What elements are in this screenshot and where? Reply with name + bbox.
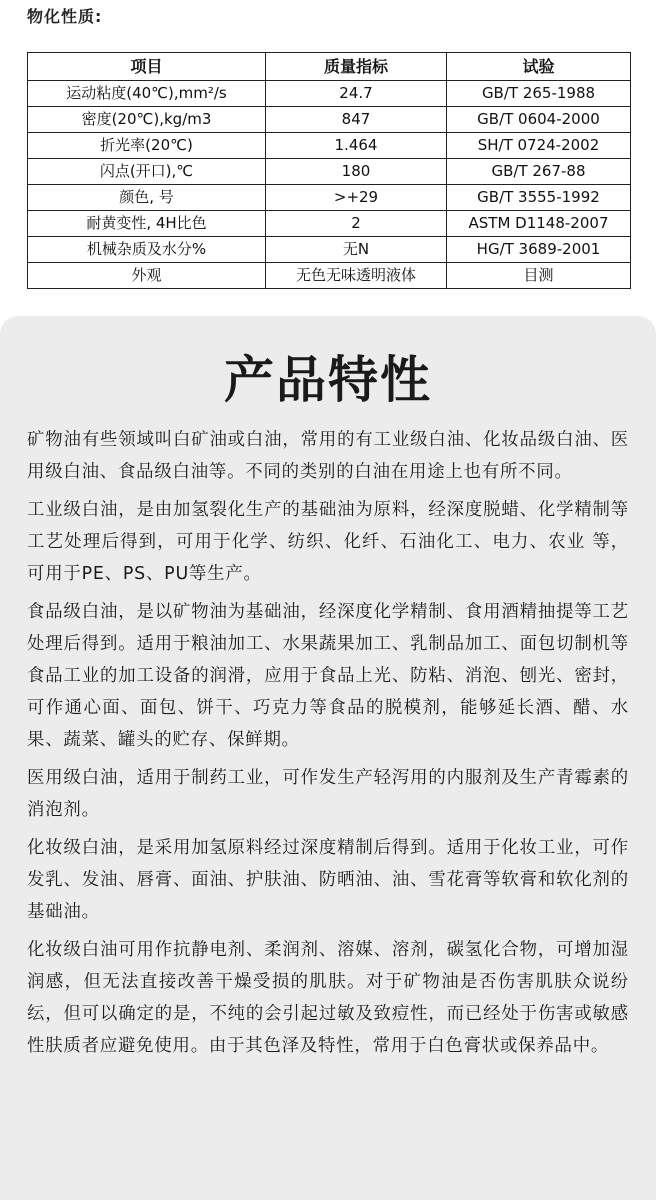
cell-spec: 2: [266, 211, 447, 237]
cell-test: ASTM D1148-2007: [447, 211, 631, 237]
cell-test: GB/T 265-1988: [447, 81, 631, 107]
cell-spec: >+29: [266, 185, 447, 211]
cell-test: GB/T 0604-2000: [447, 107, 631, 133]
cell-test: GB/T 267-88: [447, 159, 631, 185]
cell-test: 目测: [447, 263, 631, 289]
features-title: 产品特性: [224, 351, 432, 409]
features-body: [27, 424, 629, 1068]
cell-spec: 24.7: [266, 81, 447, 107]
specs-table: [27, 52, 631, 289]
table-row: [28, 185, 631, 211]
cell-spec: 847: [266, 107, 447, 133]
cell-item: 外观: [28, 263, 266, 289]
paragraph-mineral-oil-intro: 矿物油有些领域叫白矿油或白油，常用的有工业级白油、化妆品级白油、医用级白油、食品级白油等。不同的类别的白油在用途上也有所不同。: [27, 430, 629, 482]
column-header-spec: 质量指标: [266, 53, 447, 81]
cell-test: HG/T 3689-2001: [447, 237, 631, 263]
table-row: [28, 81, 631, 107]
table-row: [28, 237, 631, 263]
table-row: [28, 263, 631, 289]
cell-spec: 无色无味透明液体: [266, 263, 447, 289]
column-header-item: 项目: [28, 53, 266, 81]
table-header-row: [28, 53, 631, 81]
cell-test: GB/T 3555-1992: [447, 185, 631, 211]
cell-item: 耐黄变性, 4H比色: [28, 211, 266, 237]
paragraph-cosmetic-usage: 化妆级白油可用作抗静电剂、柔润剂、溶媒、溶剂，碳氢化合物，可增加湿润感，但无法直接改善干燥受损的肌肤。对于矿物油是否伤害肌肤众说纷纭，但可以确定的是，不纯的会引起过敏及致痘性，而已经处于伤害或敏感性肤质者应避免使用。由于其色泽及特性，常用于白色膏状或保养品中。: [27, 940, 629, 1056]
column-header-test: 试验: [447, 53, 631, 81]
cell-spec: 180: [266, 159, 447, 185]
cell-spec: 无N: [266, 237, 447, 263]
cell-item: 闪点(开口),℃: [28, 159, 266, 185]
cell-item: 机械杂质及水分%: [28, 237, 266, 263]
cell-spec: 1.464: [266, 133, 447, 159]
table-row: [28, 159, 631, 185]
cell-test: SH/T 0724-2002: [447, 133, 631, 159]
paragraph-food-grade: 食品级白油，是以矿物油为基础油，经深度化学精制、食用酒精抽提等工艺处理后得到。适用于粮油加工、水果蔬果加工、乳制品加工、面包切制机等食品工业的加工设备的润滑，应用于食品上光、防粘、消泡、刨光、密封，可作通心面、面包、饼干、巧克力等食品的脱模剂，能够延长酒、醋、水果、蔬菜、罐头的贮存、保鲜期。: [27, 602, 629, 750]
paragraph-industrial-grade: 工业级白油，是由加氢裂化生产的基础油为原料，经深度脱蜡、化学精制等工艺处理后得到，可用于化学、纺织、化纤、石油化工、电力、农业 等，可用于PE、PS、PU等生产。: [27, 500, 629, 584]
paragraph-cosmetic-grade: 化妆级白油，是采用加氢原料经过深度精制后得到。适用于化妆工业，可作发乳、发油、唇膏、面油、护肤油、防晒油、油、雪花膏等软膏和软化剂的基础油。: [27, 838, 629, 922]
cell-item: 密度(20℃),kg/m3: [28, 107, 266, 133]
paragraph-medical-grade: 医用级白油，适用于制药工业，可作发生产轻泻用的内服剂及生产青霉素的消泡剂。: [27, 768, 629, 820]
table-row: [28, 211, 631, 237]
cell-item: 颜色, 号: [28, 185, 266, 211]
cell-item: 折光率(20℃): [28, 133, 266, 159]
specs-section-title: 物化性质:: [27, 7, 103, 26]
table-row: [28, 107, 631, 133]
table-row: [28, 133, 631, 159]
cell-item: 运动粘度(40℃),mm²/s: [28, 81, 266, 107]
